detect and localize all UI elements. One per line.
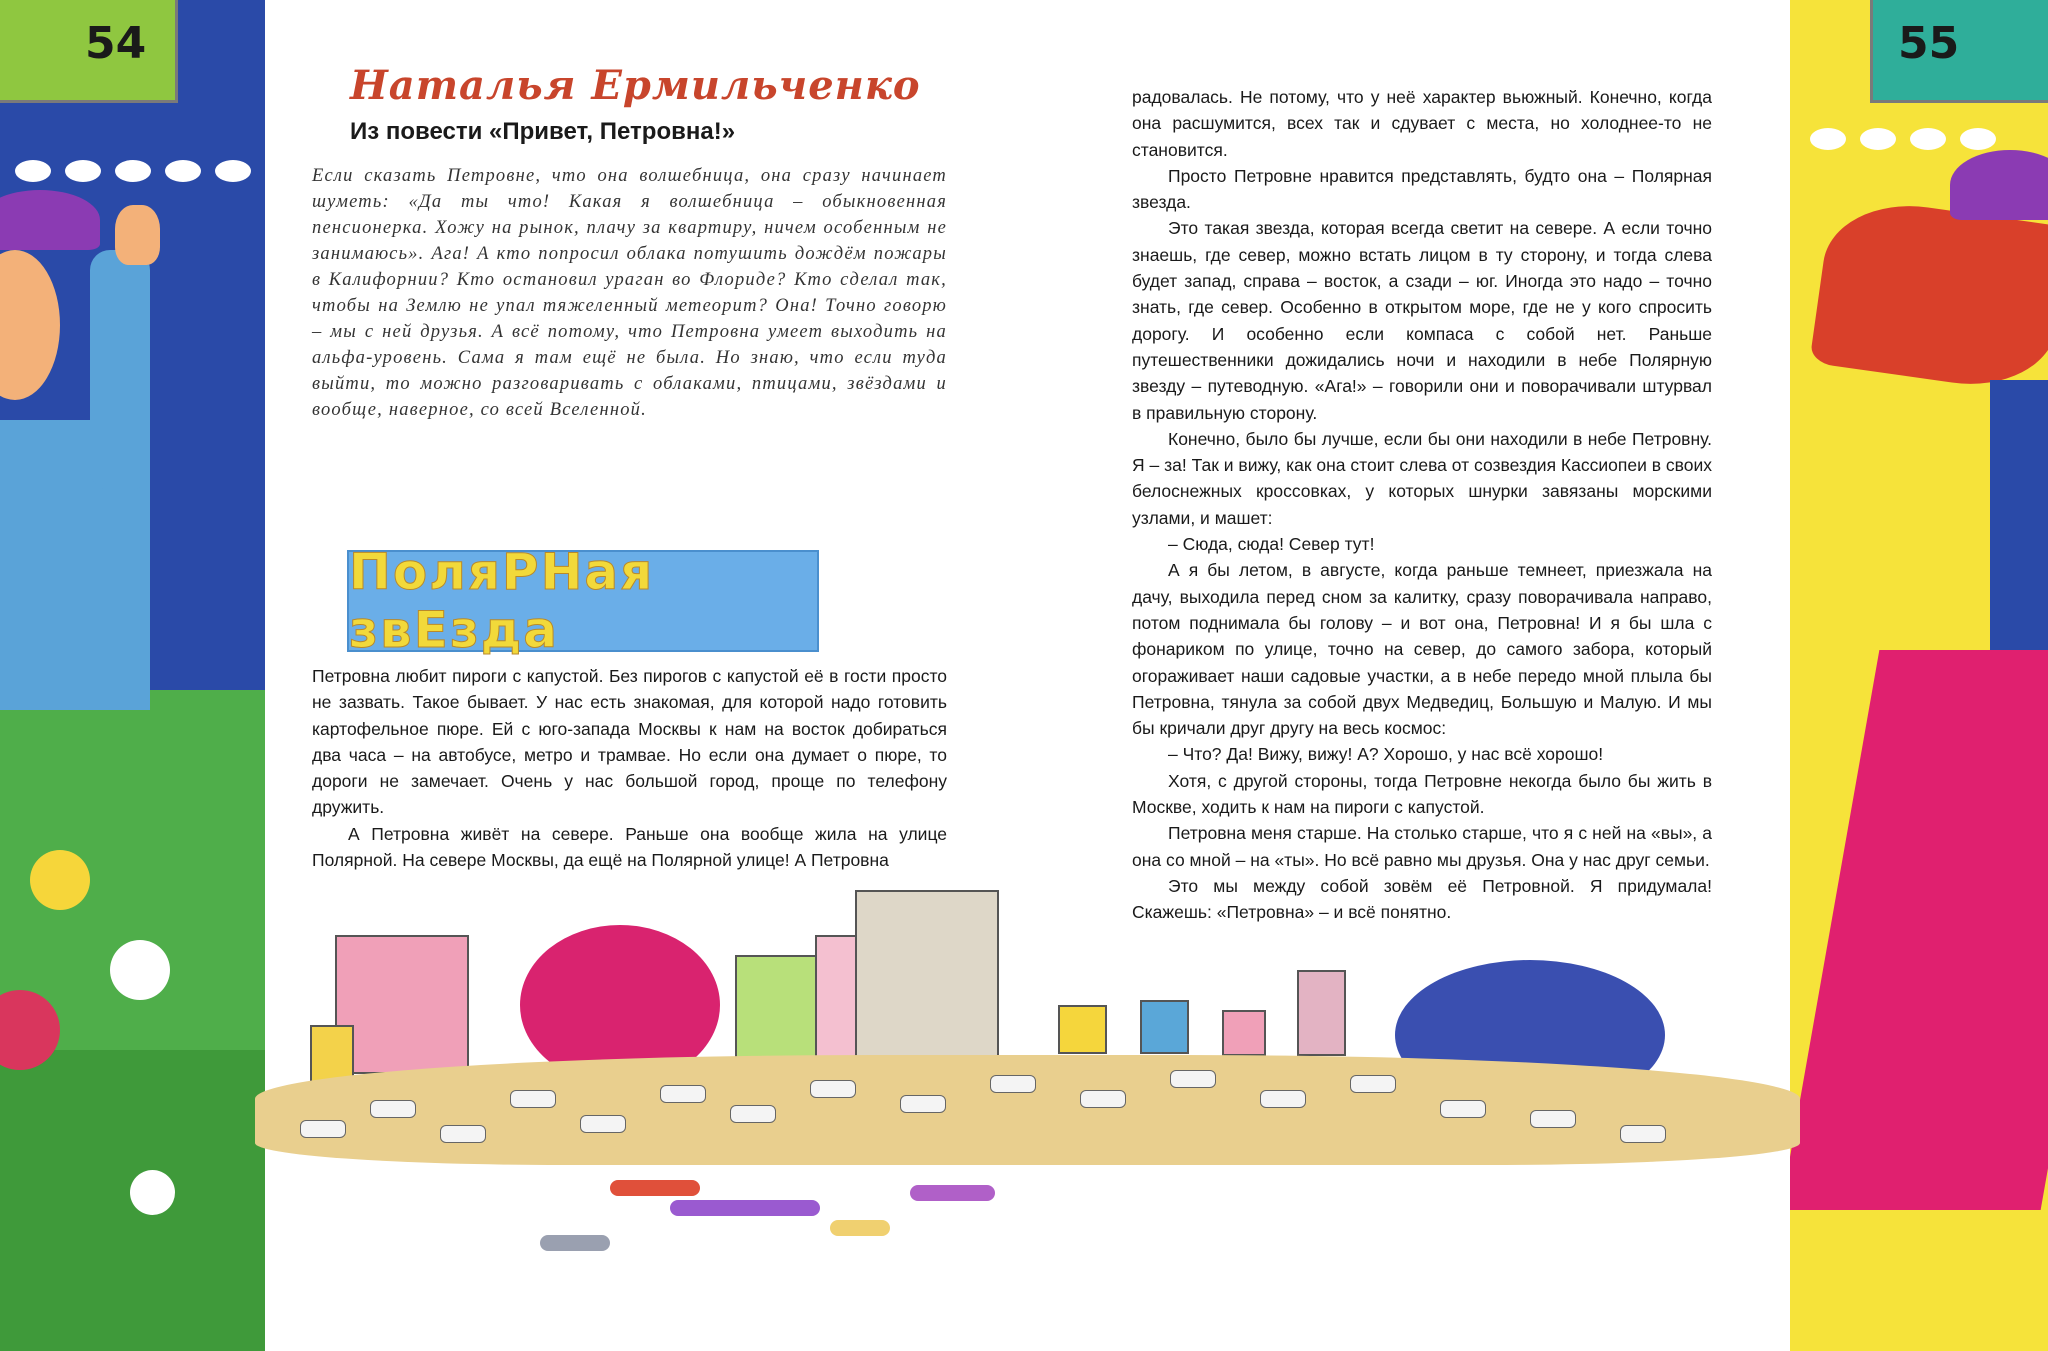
building: [1297, 970, 1346, 1056]
car: [1620, 1125, 1666, 1143]
paragraph: Конечно, было бы лучше, если бы они находили в небе Петровну. Я – за! Так и вижу, как она стоит слева от созвездия Кассиопеи в своих белоснежных кроссовках, у которых шнурки завязаны морскими узлами, и машет:: [1132, 428, 1712, 528]
paragraph: Это мы между собой зовём её Петровной. Я придумала! Скажешь: «Петровна» – и всё понятно.: [1132, 875, 1712, 923]
building: [335, 935, 469, 1074]
car: [660, 1085, 706, 1103]
car: [810, 1080, 856, 1098]
building: [1222, 1010, 1266, 1056]
car: [440, 1125, 486, 1143]
car: [580, 1115, 626, 1133]
car: [300, 1120, 346, 1138]
red-hair: [1809, 194, 2048, 396]
paragraph: Просто Петровне нравится представлять, будто она – Полярная звезда.: [1132, 165, 1712, 213]
waving-hand: [115, 205, 160, 265]
paragraph: Петровна любит пироги с капустой. Без пирогов с капустой её в гости просто не зазвать. Такое бывает. У нас есть знакомая, для которой надо готовить картофельное пюре. Ей с юго-запада Москвы к нам на восток добираться два часа – на автобусе, метро и трамвае. Но если она думает о пюре, то дороги не замечает. Очень у нас большой город, проще по телефону дружить.: [312, 666, 947, 818]
right-text-column: [1132, 84, 1712, 926]
paragraph: А Петровна живёт на севере. Раньше она вообще жила на улице Полярной. На севере Москвы, да ещё на Полярной улице! А Петровна: [312, 823, 947, 871]
dialogue-line: – Что? Да! Вижу, вижу! А? Хорошо, у нас всё хорошо!: [1168, 744, 1604, 765]
story-subtitle: Из повести «Привет, Петровна!»: [350, 118, 736, 145]
cat-drawing: [610, 1180, 700, 1196]
flower-icon: [110, 940, 170, 1000]
left-text-column: [312, 663, 947, 873]
woman-face: [0, 250, 60, 400]
dialogue-line: – Сюда, сюда! Север тут!: [1168, 534, 1375, 555]
building: [855, 890, 999, 1059]
page-number-right: 55: [1898, 18, 1960, 69]
section-title-banner: [347, 543, 819, 659]
pink-skirt: [1790, 650, 2048, 1210]
blue-blouse: [1990, 380, 2048, 680]
building: [1058, 1005, 1107, 1054]
paragraph: Хотя, с другой стороны, тогда Петровне некогда было бы жить в Москве, ходить к нам на пироги с капустой.: [1132, 770, 1712, 818]
flower-icon: [30, 850, 90, 910]
car: [990, 1075, 1036, 1093]
raised-arm: [90, 250, 150, 490]
paragraph: Петровна меня старше. На столько старше, что я с ней на «вы», а она со мной – на «ты». Но всё равно мы друзья. Она у нас друг семьи.: [1132, 823, 1712, 870]
cat-drawing: [540, 1235, 610, 1251]
cat-drawing: [830, 1220, 890, 1236]
car: [370, 1100, 416, 1118]
building: [1140, 1000, 1189, 1054]
intro-paragraph: Если сказать Петровне, что она волшебница, она сразу начинает шуметь: «Да ты что! Какая я волшебница – обыкновенная пенсионерка. Хожу на рынок, плачу за квартиру, ничем особенным не занимаюсь». Ага! А кто попросил облака потушить дождём пожары в Калифорнии? Кто остановил ураган во Флориде? Кто сделал так, чтобы на Землю не упал тяжеленный метеорит? Она! Точно говорю – мы с ней друзья. А всё потому, что Петровна умеет выходить на альфа-уровень. Сама я там ещё не была. Но знаю, что если туда выйти, то можно разговаривать с облаками, птицами, звёздами и вообще, наверное, со всей Вселенной.: [312, 166, 947, 420]
cat-drawing: [670, 1200, 820, 1216]
car: [510, 1090, 556, 1108]
section-title: ПоляРНая звЕзда: [349, 543, 655, 659]
flower-icon: [130, 1170, 175, 1215]
left-illustration-woman: [0, 0, 265, 1351]
building: [735, 955, 824, 1064]
cat-drawing: [910, 1185, 995, 1201]
car: [1170, 1070, 1216, 1088]
page-number-left: 54: [85, 18, 147, 69]
car: [1530, 1110, 1576, 1128]
paragraph: радовалась. Не потому, что у неё характер вьюжный. Конечно, когда она расшумится, всех так и сдувает с места, но холоднее-то не становится.: [1132, 87, 1712, 160]
purple-hat: [1950, 150, 2048, 220]
paragraph: Это такая звезда, которая всегда светит на севере. А если точно знаешь, где север, можно встать лицом в ту сторону, и тогда слева будет запад, справа – восток, а сзади – юг. Иногда это надо – точно знать, где север. Особенно в открытом море, где не у кого спросить дорогу. И особенно если компаса с собой нет. Раньше путешественники дожидались ночи и находили в небе Полярную звезду – путеводную. «Ага!» – говорили они и поворачивали штурвал в правильную сторону.: [1132, 218, 1712, 423]
paragraph: А я бы летом, в августе, когда раньше темнеет, приезжала на дачу, выходила перед сном за калитку, сразу поворачивала направо, потом поднимала бы голову – и вот она, Петровна! И я бы шла с фонариком по улице, точно на север, до самого забора, который огораживает наши садовые участки, а в небе передо мной плыла бы Петровна, тянула за собой двух Медведиц, Большую и Малую. И мы бы кричали друг другу на весь космос:: [1132, 560, 1712, 739]
car: [730, 1105, 776, 1123]
car: [1440, 1100, 1486, 1118]
purple-hat: [0, 190, 100, 250]
car: [900, 1095, 946, 1113]
car: [1260, 1090, 1306, 1108]
car: [1350, 1075, 1396, 1093]
right-illustration-woman: [1790, 0, 2048, 1351]
author-name: Наталья Ермильченко: [350, 62, 921, 109]
white-dots-decoration: [15, 160, 265, 182]
white-dots-decoration: [1810, 128, 1996, 150]
car: [1080, 1090, 1126, 1108]
